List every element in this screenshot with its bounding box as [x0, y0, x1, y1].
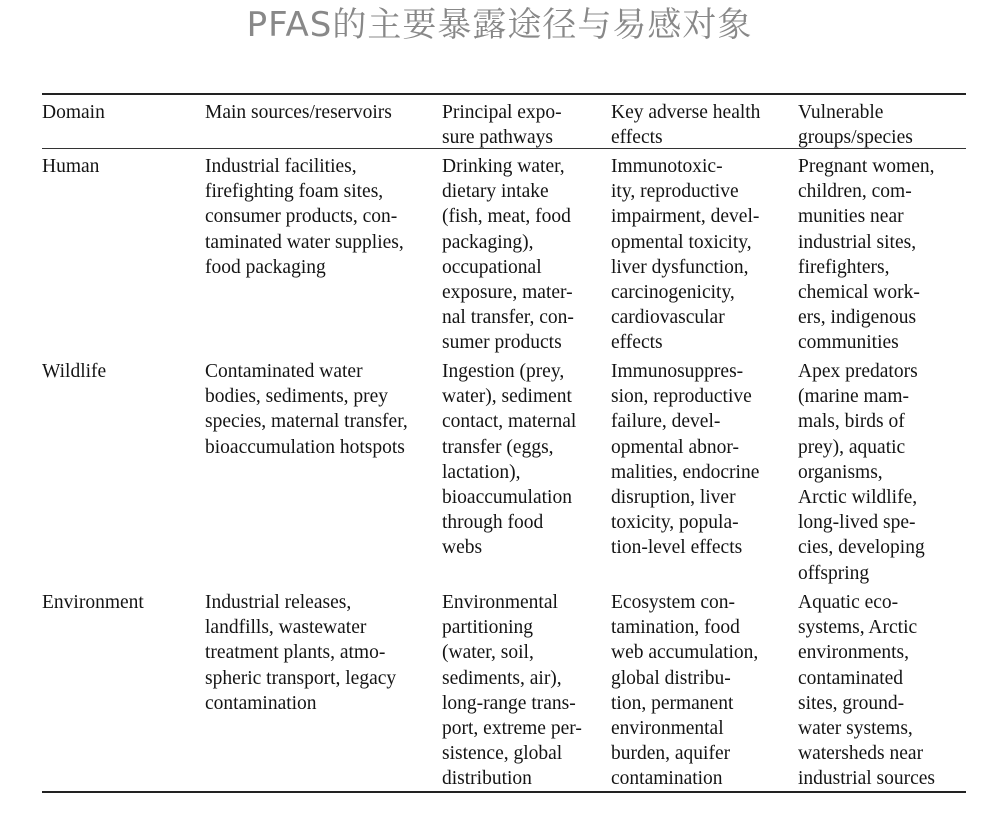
page-title: PFAS的主要暴露途径与易感对象 [246, 5, 753, 45]
row-environment-vulnerable: Aquatic eco- systems, Arctic environments, contaminated sites, ground- water systems, watersheds near industrial sources [798, 592, 936, 790]
table-top-rule [42, 93, 966, 95]
row-human-effects: Immunotoxic- ity, reproductive impairment, devel- opmental toxicity, liver dysfunction, carcinogenicity, cardiovascular effects [611, 156, 760, 354]
row-human-domain: Human [42, 156, 100, 177]
row-human-pathways: Drinking water, dietary intake (fish, meat, food packaging), occupational exposure, mater- nal transfer, con- sumer products [442, 156, 574, 354]
row-wildlife-pathways: Ingestion (prey, water), sediment contact, maternal transfer (eggs, lactation), bioaccumulation through food webs [442, 361, 577, 559]
row-environment-pathways: Environmental partitioning (water, soil, sediments, air), long-range trans- port, extreme per- sistence, global distribution [442, 592, 582, 790]
column-header-effects: Key adverse health effects [611, 102, 761, 149]
row-human-vulnerable: Pregnant women, children, com- munities near industrial sites, firefighters, chemical work- ers, indigenous communities [798, 156, 935, 354]
row-wildlife-domain: Wildlife [42, 361, 107, 382]
row-wildlife-effects: Immunosuppres- sion, reproductive failure, devel- opmental abnor- malities, endocrine disruption, liver toxicity, popula- tion-level effects [611, 361, 760, 559]
row-environment-sources: Industrial releases, landfills, wastewater treatment plants, atmo- spheric transport, legacy contamination [205, 592, 397, 714]
column-header-vulnerable: Vulnerable groups/species [798, 102, 913, 149]
row-human-sources: Industrial facilities, firefighting foam sites, consumer products, con- taminated water supplies, food packaging [205, 156, 404, 278]
column-header-domain: Domain [42, 102, 105, 123]
row-wildlife-vulnerable: Apex predators (marine mam- mals, birds of prey), aquatic organisms, Arctic wildlife, long-lived spe- cies, developing offspring [798, 361, 925, 584]
row-environment-effects: Ecosystem con- tamination, food web accumulation, global distribu- tion, permanent environmental burden, aquifer contamination [611, 592, 759, 790]
column-header-pathways: Principal expo- sure pathways [442, 102, 562, 149]
row-environment-domain: Environment [42, 592, 144, 613]
row-wildlife-sources: Contaminated water bodies, sediments, prey species, maternal transfer, bioaccumulation hotspots [205, 361, 408, 458]
column-header-sources: Main sources/reservoirs [205, 102, 392, 123]
